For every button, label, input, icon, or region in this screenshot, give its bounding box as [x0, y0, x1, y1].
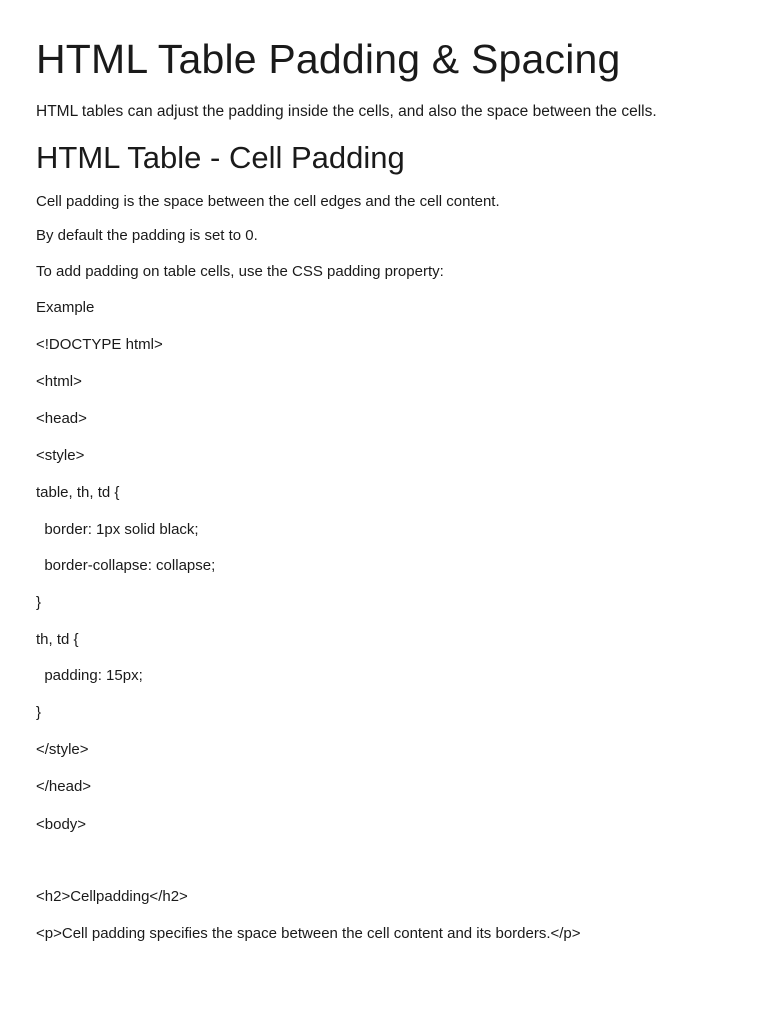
code-line: border: 1px solid black; — [36, 521, 199, 538]
code-line: </style> — [36, 741, 89, 758]
code-line: <!DOCTYPE html> — [36, 336, 163, 353]
page-title: HTML Table Padding & Spacing — [36, 36, 621, 82]
code-line: <html> — [36, 373, 82, 390]
code-line: th, td { — [36, 631, 79, 648]
paragraph-cell-padding-definition: Cell padding is the space between the cell edges and the cell content. — [36, 193, 500, 210]
code-line: <body> — [36, 816, 87, 833]
paragraph-add-padding: To add padding on table cells, use the CSS padding property: — [36, 263, 444, 280]
intro-paragraph: HTML tables can adjust the padding inside the cells, and also the space between the cells. — [36, 103, 657, 120]
section-title: HTML Table - Cell Padding — [36, 140, 405, 175]
example-label: Example — [36, 299, 95, 316]
code-line: <h2>Cellpadding</h2> — [36, 888, 188, 905]
code-line: } — [36, 594, 42, 611]
code-line: border-collapse: collapse; — [36, 557, 216, 574]
code-line: <style> — [36, 447, 85, 464]
code-line: table, th, td { — [36, 484, 120, 501]
code-line: <p>Cell padding specifies the space between the cell content and its borders.</p> — [36, 925, 581, 942]
code-line: <head> — [36, 410, 87, 427]
code-line: padding: 15px; — [36, 667, 143, 684]
paragraph-default-padding: By default the padding is set to 0. — [36, 227, 258, 244]
code-line: </head> — [36, 778, 92, 795]
code-line: } — [36, 704, 42, 721]
